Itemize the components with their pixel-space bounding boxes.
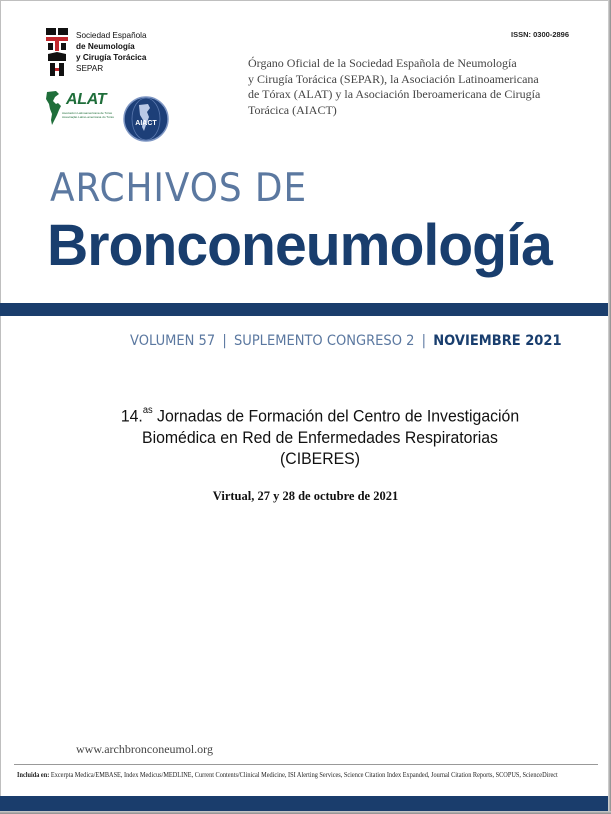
separ-line-2-text: de Neumología <box>76 42 135 51</box>
organ-line-1: Órgano Oficial de la Sociedad Española de Neumología <box>248 56 517 70</box>
volume-number: VOLUMEN 57 <box>130 333 216 349</box>
separ-line-3: y Cirugía Torácica <box>76 53 147 62</box>
separ-name <box>76 30 147 74</box>
alat-name: ALAT <box>66 91 107 108</box>
separ-logo <box>46 28 176 80</box>
masthead-prefix: ARCHIVOS DE <box>50 166 308 211</box>
aiact-name: AIACT <box>135 120 157 127</box>
indexing-list: Excerpta Medica/EMBASE, Index Medicus/MEDLINE, Current Contents/Clinical Medicine, ISI Alerting Services, Science Citation Index Expanded, Journal Citation Reports, SCOPUS, ScienceDirect <box>49 772 558 779</box>
journal-title: Bronconeumología <box>47 213 552 278</box>
indexing-label: Incluida en: <box>17 772 50 779</box>
organ-line-3: de Tórax (ALAT) y la Asociación Iberoamericana de Cirugía <box>248 87 541 101</box>
event-title-line-1 <box>41 402 599 427</box>
footer-divider <box>14 764 598 765</box>
issue-separator-1: | <box>222 333 227 349</box>
alat-subtitle-2: Associação Latino-americana do Tórax <box>62 115 114 119</box>
event-number: 14. <box>120 406 143 426</box>
event-place-date: Virtual, 27 y 28 de octubre de 2021 <box>212 489 399 503</box>
alat-subtitle-1: Asociación Latinoamericana de Tórax <box>62 111 113 115</box>
event-title-line-1-rest: Jornadas de Formación del Centro de Investigación <box>152 406 520 426</box>
event-title-line-3: (CIBERES) <box>280 448 360 468</box>
official-organ-statement <box>248 56 568 118</box>
organ-line-2: y Cirugía Torácica (SEPAR), la Asociación Latinoamericana <box>248 71 539 86</box>
issue-info <box>130 333 562 349</box>
separ-emblem-icon <box>46 28 68 78</box>
indexing-statement <box>17 772 558 779</box>
organ-line-4: Torácica (AIACT) <box>248 102 337 117</box>
event-title-line-2: Biomédica en Red de Enfermedades Respiratorias <box>142 427 498 447</box>
issn-number: ISSN: 0300-2896 <box>511 30 569 39</box>
journal-website-link[interactable]: www.archbronconeumol.org <box>76 742 213 756</box>
event-title <box>20 402 611 469</box>
aiact-globe-logo <box>122 95 170 143</box>
issue-separator-2: | <box>421 333 427 349</box>
supplement-label: SUPLEMENTO CONGRESO 2 <box>233 333 415 349</box>
footer-band <box>0 796 609 811</box>
separ-line-2 <box>76 41 147 52</box>
separ-line-1: Sociedad Española <box>76 31 147 40</box>
separ-line-4: SEPAR <box>76 64 104 73</box>
title-divider-band <box>0 303 609 316</box>
alat-logo <box>44 90 122 130</box>
americas-map-icon <box>44 90 68 126</box>
event-ordinal-suffix: as <box>142 405 153 416</box>
alat-subtitle <box>62 111 122 119</box>
issue-date: NOVIEMBRE 2021 <box>433 333 562 349</box>
